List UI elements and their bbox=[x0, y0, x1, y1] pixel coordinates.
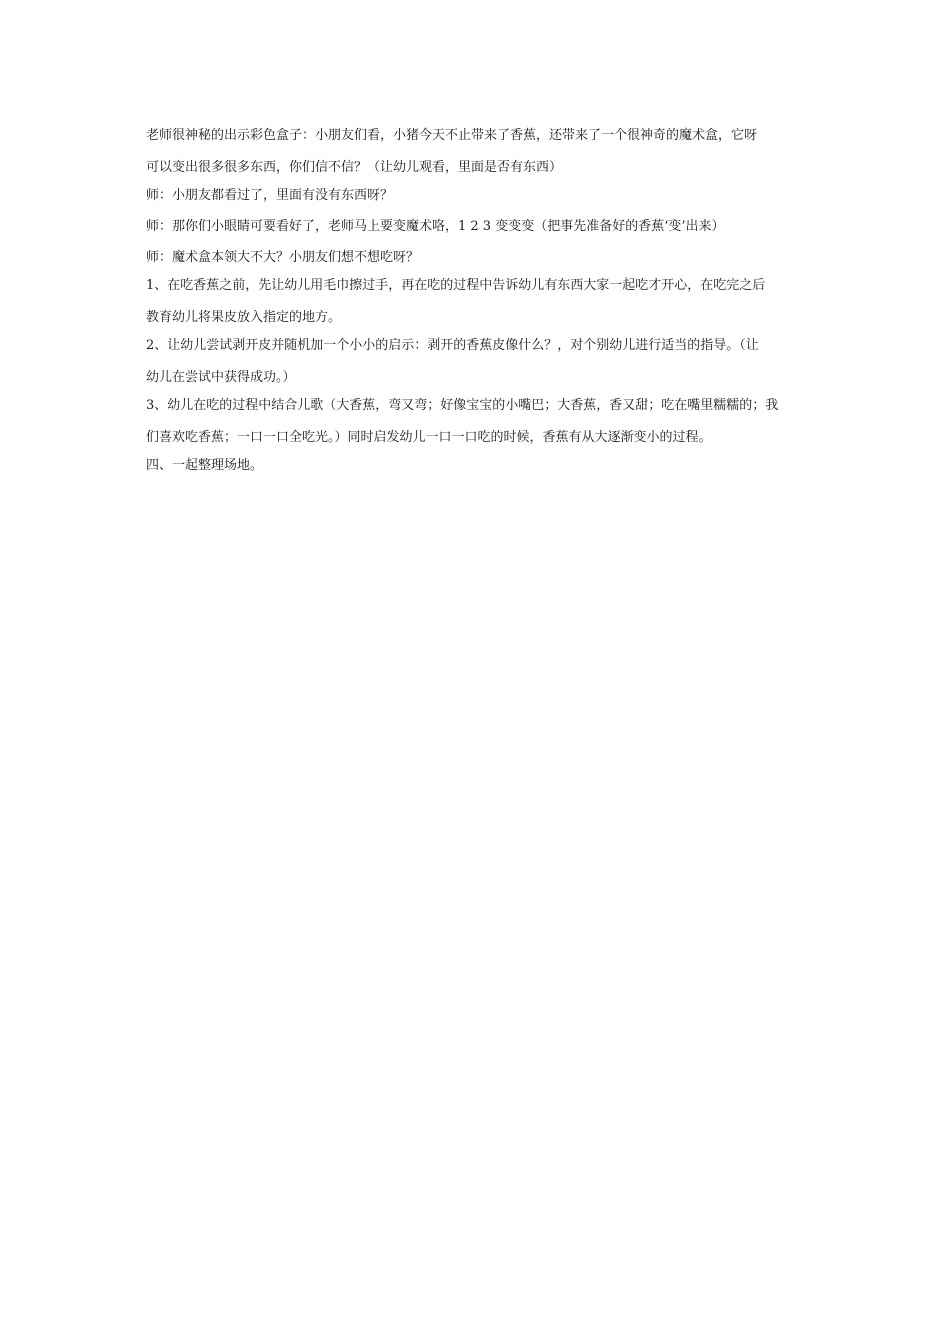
paragraph-line: 师：那你们小眼睛可要看好了，老师马上要变魔术咯，1 2 3 变变变（把事先准备好的香蕉‘变’出来） bbox=[146, 219, 725, 234]
paragraph-line: 们喜欢吃香蕉；一口一口全吃光。）同时启发幼儿一口一口吃的时候，香蕉有从大逐渐变小的过程。 bbox=[146, 430, 712, 445]
paragraph-line: 1、在吃香蕉之前，先让幼儿用毛巾擦过手，再在吃的过程中告诉幼儿有东西大家一起吃才开心，在吃完之后 bbox=[146, 278, 766, 293]
paragraph-line: 3、幼儿在吃的过程中结合儿歌（大香蕉，弯又弯；好像宝宝的小嘴巴；大香蕉，香又甜；吃在嘴里糯糯的；我 bbox=[146, 398, 779, 413]
paragraph-line: 师：魔术盒本领大不大？小朋友们想不想吃呀？ bbox=[146, 250, 420, 265]
paragraph-line: 教育幼儿将果皮放入指定的地方。 bbox=[146, 310, 342, 325]
paragraph-line: 可以变出很多很多东西，你们信不信？（让幼儿观看，里面是否有东西） bbox=[146, 160, 563, 175]
paragraph-line: 老师很神秘的出示彩色盒子：小朋友们看，小猪今天不止带来了香蕉，还带来了一个很神奇的魔术盒，它呀 bbox=[146, 128, 758, 143]
paragraph-line: 2、让幼儿尝试剥开皮并随机加一个小小的启示：剥开的香蕉皮像什么？，对个别幼儿进行适当的指导。（让 bbox=[146, 338, 759, 353]
document-body bbox=[146, 124, 814, 482]
paragraph-line: 师：小朋友都看过了，里面有没有东西呀？ bbox=[146, 188, 394, 203]
paragraph-line: 幼儿在尝试中获得成功。） bbox=[146, 370, 296, 385]
paragraph-line: 四、一起整理场地。 bbox=[146, 458, 264, 473]
